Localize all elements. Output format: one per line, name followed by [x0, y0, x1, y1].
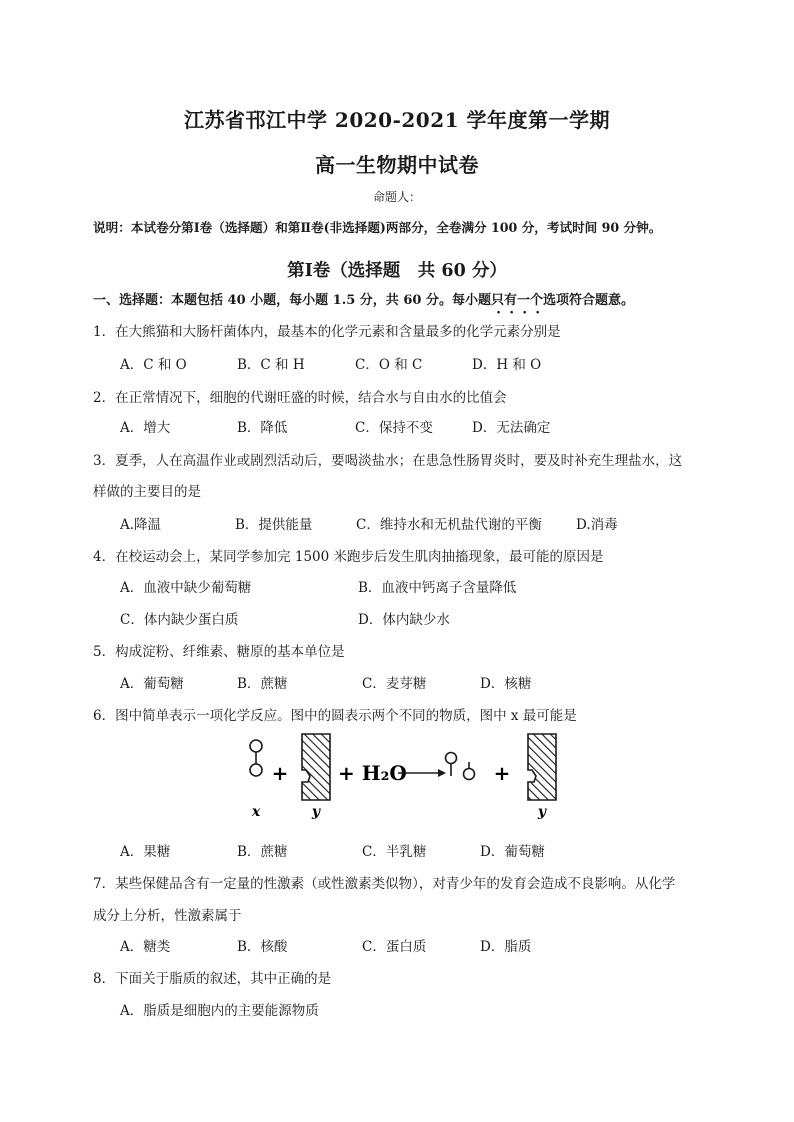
label-y-right: y [537, 804, 547, 820]
question-8-stem: 8．下面关于脂质的叙述，其中正确的是 [93, 971, 332, 987]
q2-option-b: B．降低 [237, 420, 288, 436]
q7-option-d: D．脂质 [480, 939, 532, 955]
instruction-post: 选项符合题意。 [543, 293, 635, 308]
q4-option-d: D．体内缺少水 [358, 612, 450, 628]
q2-option-a: A．增大 [120, 420, 171, 436]
q2-option-d: D．无法确定 [472, 420, 551, 436]
question-2-stem: 2．在正常情况下，细胞的代谢旺盛的时候，结合水与自由水的比值会 [93, 390, 507, 406]
plus-sign-1: + [271, 761, 289, 785]
q4-option-c: C．体内缺少蛋白质 [120, 612, 239, 628]
q3-option-a: A.降温 [120, 517, 162, 533]
q4-option-b: B．血液中钙离子含量降低 [358, 580, 517, 596]
instruction-emph-4: 个 [530, 293, 544, 308]
q3-option-d: D.消毒 [576, 517, 618, 533]
enzyme-y-right-icon [528, 734, 556, 800]
question-4-stem: 4．在校运动会上，某同学参加完 1500 米跑步后发生肌肉抽搐现象，最可能的原因是 [93, 549, 604, 565]
question-6-stem: 6．图中简单表示一项化学反应。图中的圆表示两个不同的物质，图中 x 最可能是 [93, 708, 577, 724]
q6-option-c: C．半乳糖 [362, 844, 427, 860]
product-circle-2-icon [464, 762, 475, 780]
q1-option-d: D．H 和 O [472, 357, 542, 373]
plus-sign-2: + [493, 761, 511, 785]
plus-water: + H₂O [338, 761, 407, 785]
q1-option-b: B．C 和 H [237, 357, 305, 373]
label-x: x [251, 804, 261, 820]
instruction-emph-3: 一 [517, 293, 531, 308]
question-5-stem: 5．构成淀粉、纤维素、糖原的基本单位是 [93, 644, 345, 660]
q5-option-d: D．核糖 [480, 676, 532, 692]
instruction-emph-1: 只 [490, 293, 504, 308]
q7-option-a: A．糖类 [120, 939, 171, 955]
q6-option-d: D．葡萄糖 [480, 844, 545, 860]
reaction-diagram [240, 730, 580, 826]
instruction-pre: 一、选择题：本题包括 40 小题，每小题 1.5 分，共 60 分。每小题 [93, 293, 491, 308]
q1-option-c: C．O 和 C [355, 357, 423, 373]
question-1-stem: 1．在大熊猫和大肠杆菌体内，最基本的化学元素和含量最多的化学元素分别是 [93, 324, 561, 340]
enzyme-y-icon [302, 734, 330, 800]
author-line: 命题人： [372, 190, 421, 204]
q3-option-b: B．提供能量 [235, 517, 313, 533]
molecule-x-icon [250, 740, 262, 776]
q2-option-c: C．保持不变 [355, 420, 433, 436]
question-3-stem-cont: 样做的主要目的是 [93, 484, 201, 500]
q1-option-a: A．C 和 O [120, 357, 187, 373]
exam-title: 高一生物期中试卷 [315, 153, 479, 177]
question-7-stem-cont: 成分上分析，性激素属于 [93, 908, 242, 924]
q6-option-a: A．果糖 [120, 844, 171, 860]
q7-option-c: C．蛋白质 [362, 939, 427, 955]
q6-option-b: B．蔗糖 [237, 844, 288, 860]
section-instruction [93, 289, 634, 308]
section-title: 第Ⅰ卷（选择题 共 60 分） [287, 261, 507, 281]
q5-option-c: C．麦芽糖 [362, 676, 427, 692]
exam-note: 说明：本试卷分第Ⅰ卷（选择题）和第Ⅱ卷(非选择题)两部分，全卷满分 100 分，考试时间 90 分钟。 [93, 220, 662, 235]
product-circle-1-icon [446, 753, 457, 777]
q8-option-a: A．脂质是细胞内的主要能源物质 [120, 1003, 319, 1019]
q5-option-b: B．蔗糖 [237, 676, 288, 692]
q7-option-b: B．核酸 [237, 939, 288, 955]
q4-option-a: A．血液中缺少葡萄糖 [120, 580, 252, 596]
q5-option-a: A．葡萄糖 [120, 676, 184, 692]
question-7-stem: 7．某些保健品含有一定量的性激素（或性激素类似物），对青少年的发育会造成不良影响。从化学 [93, 876, 676, 892]
school-title: 江苏省邗江中学 2020-2021 学年度第一学期 [183, 108, 611, 132]
q3-option-c: C．维持水和无机盐代谢的平衡 [356, 517, 542, 533]
instruction-emph-2: 有 [503, 293, 517, 308]
question-3-stem: 3．夏季，人在高温作业或剧烈活动后，要喝淡盐水；在患急性肠胃炎时，要及时补充生理盐水，这 [93, 453, 683, 469]
label-y-left: y [311, 804, 321, 820]
